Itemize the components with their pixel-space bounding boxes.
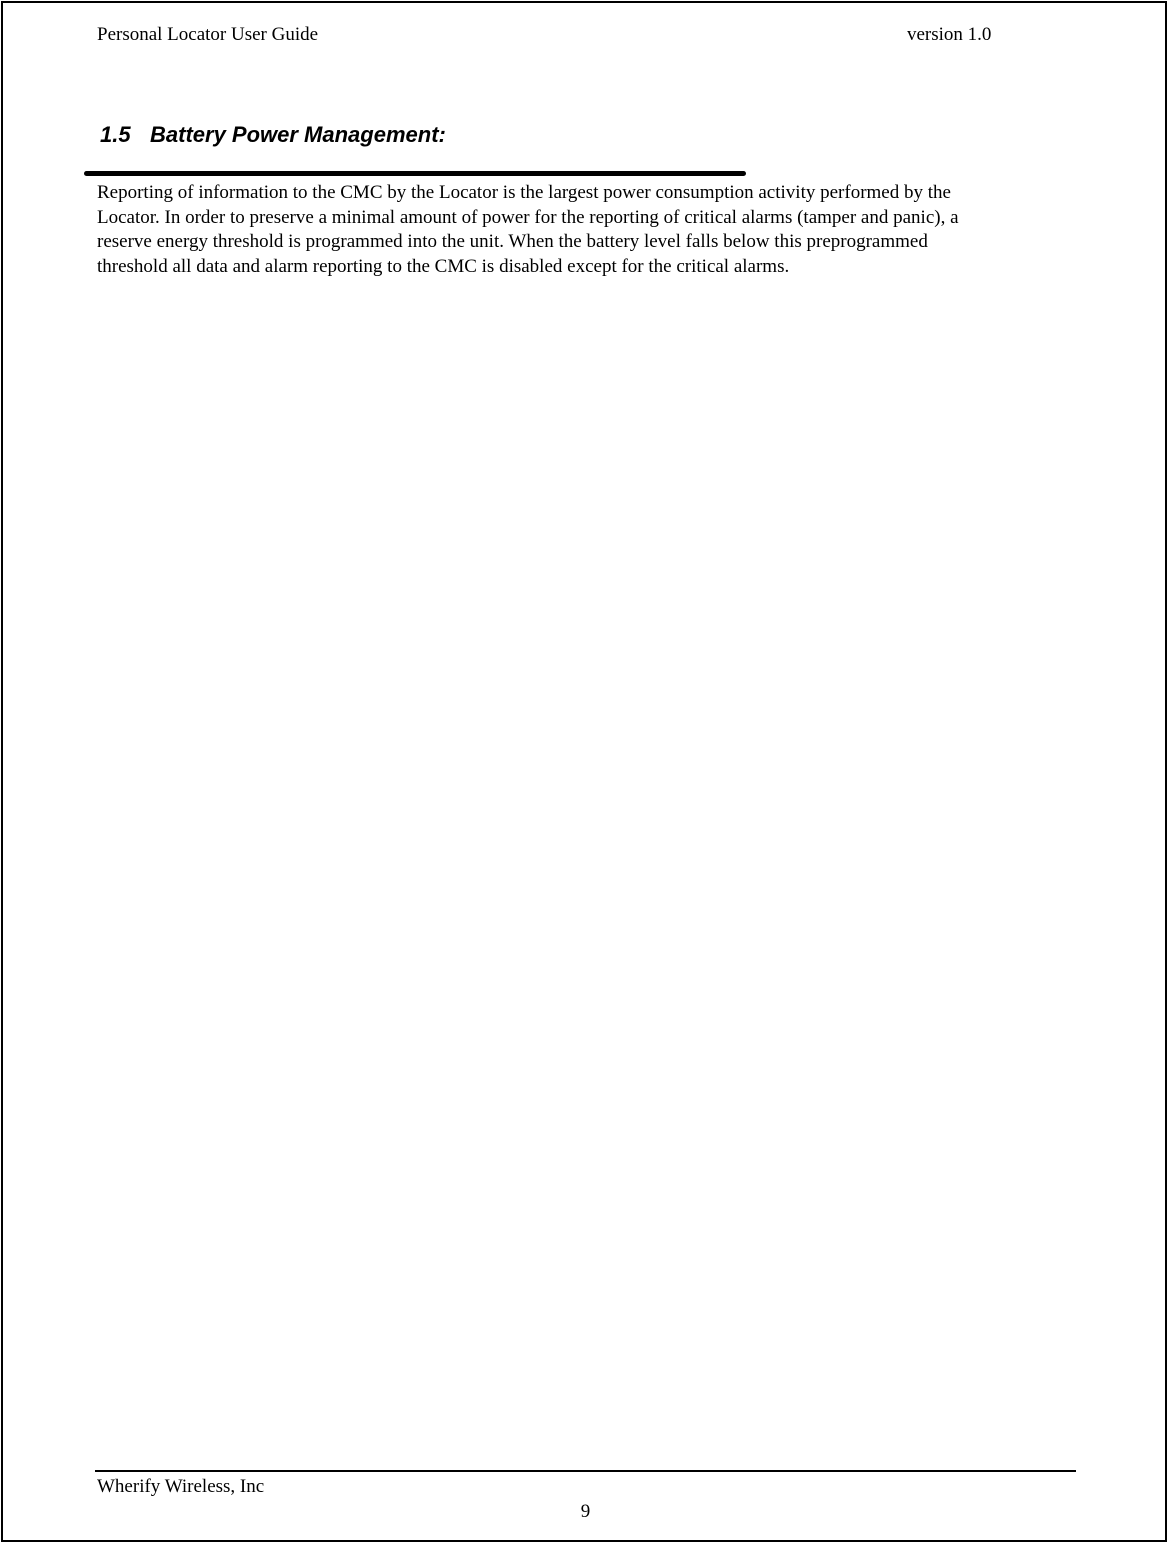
paragraph-line: reserve energy threshold is programmed into the unit. When the battery level falls below this preprogrammed	[97, 231, 928, 252]
footer-company: Wherify Wireless, Inc	[97, 1476, 265, 1497]
heading-underline	[84, 171, 746, 176]
paragraph-line: Locator. In order to preserve a minimal amount of power for the reporting of critical alarms (tamper and panic), a	[97, 206, 959, 228]
section-number: 1.5	[100, 122, 131, 147]
section-heading	[100, 121, 446, 149]
section-paragraph	[97, 181, 1057, 279]
footer-divider	[95, 1470, 1076, 1472]
document-version: version 1.0	[907, 24, 992, 45]
paragraph-line: threshold all data and alarm reporting to the CMC is disabled except for the critical alarms.	[97, 255, 790, 277]
page-number: 9	[580, 1501, 591, 1522]
document-title: Personal Locator User Guide	[97, 24, 319, 45]
paragraph-line: Reporting of information to the CMC by the Locator is the largest power consumption activity performed by the	[97, 182, 951, 203]
section-title: Battery Power Management:	[150, 122, 446, 147]
